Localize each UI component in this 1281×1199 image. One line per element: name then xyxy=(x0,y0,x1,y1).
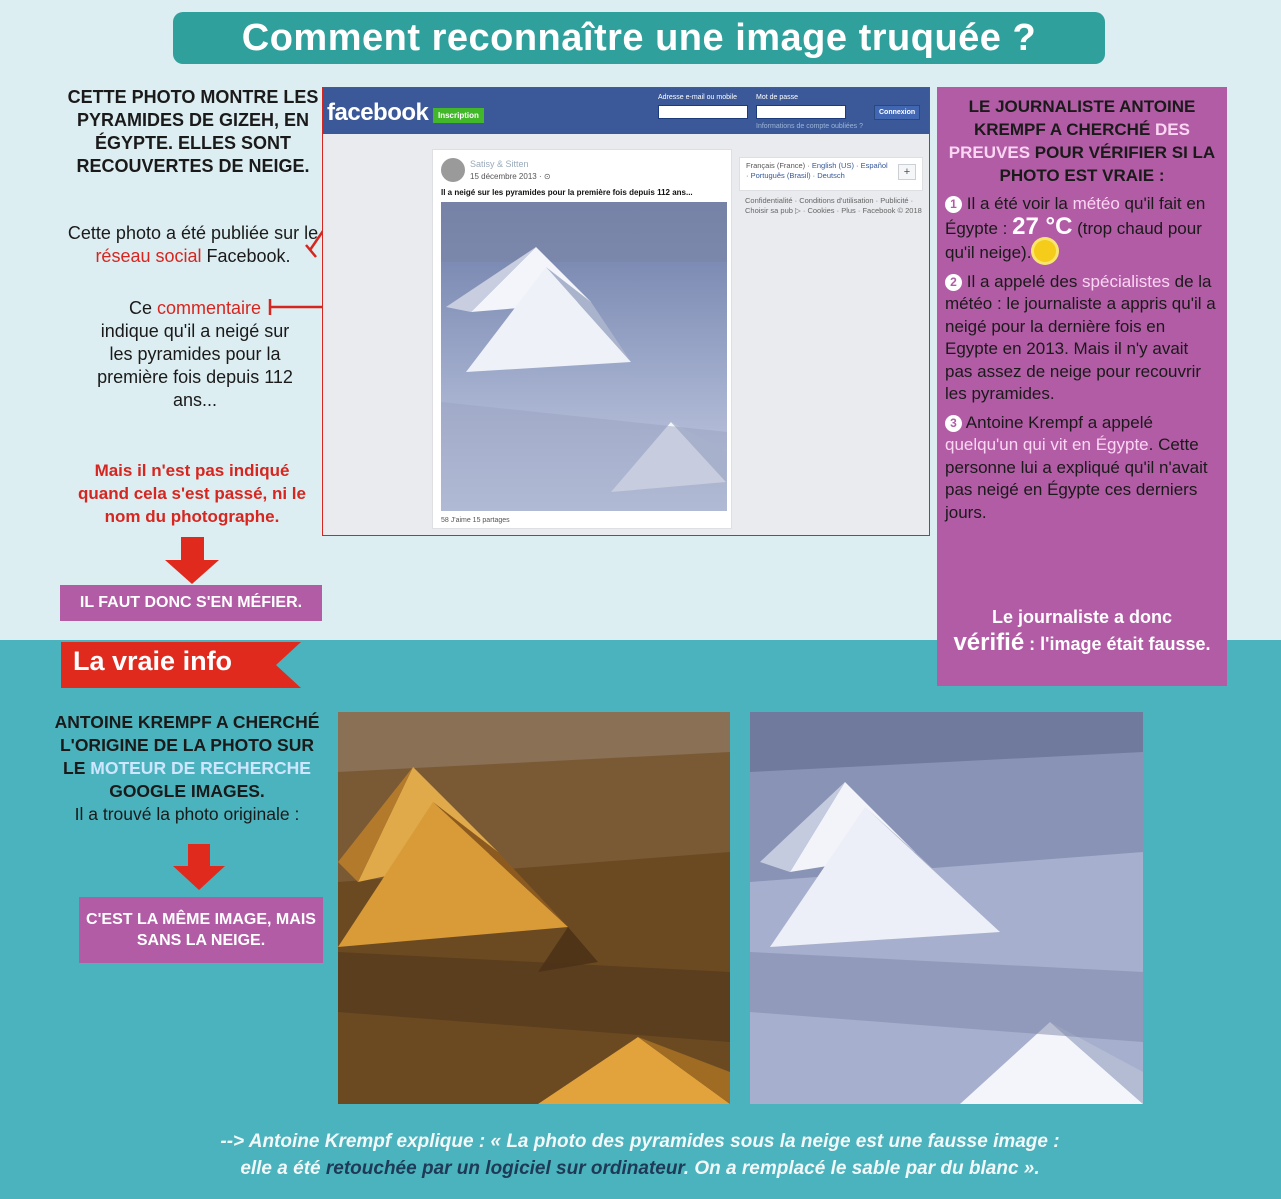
post-stats: 58 J'aime 15 partages xyxy=(441,517,510,524)
step-1-number: 1 xyxy=(945,196,962,213)
step-1-highlight: météo xyxy=(1072,194,1120,213)
comment-post: indique qu'il a neigé sur les pyramides pour la première fois depuis 112 ans... xyxy=(97,321,293,410)
avatar xyxy=(441,158,465,182)
step-2 xyxy=(945,271,1219,406)
search-pre: ANTOINE KREMPF A CHERCHÉ L'ORIGINE DE LA PHOTO SUR LE xyxy=(54,712,320,778)
panel-heading-pre: LE JOURNALISTE ANTOINE KREMPF A CHERCHÉ xyxy=(968,97,1196,139)
lang-current: Français (France) · xyxy=(746,161,812,170)
language-box xyxy=(739,157,923,191)
facebook-top-bar xyxy=(323,88,930,134)
original-pyramids-photo xyxy=(338,712,730,1104)
conclusion-line-1: Le journaliste a donc xyxy=(991,607,1173,627)
email-field[interactable] xyxy=(658,105,748,119)
published-highlight: réseau social xyxy=(95,246,202,266)
sun-icon xyxy=(1034,240,1056,262)
step-1 xyxy=(945,193,1219,265)
password-field[interactable] xyxy=(756,105,846,119)
forgot-account-link[interactable]: Informations de compte oubliées ? xyxy=(756,123,864,130)
quote-line-2a: elle a été xyxy=(240,1158,326,1179)
snowy-pyramids-photo xyxy=(750,712,1143,1104)
verification-panel xyxy=(937,87,1227,686)
facebook-signup-button[interactable]: Inscription xyxy=(433,108,484,123)
post-author[interactable]: Satisy & Sitten xyxy=(470,159,529,169)
search-post: GOOGLE IMAGES. xyxy=(109,781,265,801)
found-text: Il a trouvé la photo originale : xyxy=(74,804,300,824)
vraie-info-banner xyxy=(61,642,301,688)
lang-links-2[interactable]: · Português (Brasil) · Deutsch xyxy=(746,171,845,180)
comment-highlight: commentaire xyxy=(156,298,262,318)
facebook-logo: facebook xyxy=(327,99,429,126)
same-image-banner: C'EST LA MÊME IMAGE, MAIS SANS LA NEIGE. xyxy=(79,897,323,963)
quote-text xyxy=(150,1128,1130,1182)
warning-text: Mais il n'est pas indiqué quand cela s'est passé, ni le nom du photographe. xyxy=(78,461,306,526)
step-2-post: de la météo : le journaliste a appris qu'il a neigé pour la dernière fois en Egypte en 2013. Mais il n'y avait pas assez de neige pour recouvrir les pyramides. xyxy=(945,271,1216,403)
step-3-highlight: quelqu'un qui vit en Égypte xyxy=(945,435,1149,454)
step-3-pre: Antoine Krempf a appelé xyxy=(965,412,1153,432)
intro-text: CETTE PHOTO MONTRE LES PYRAMIDES DE GIZEH, EN ÉGYPTE. ELLES SONT RECOUVERTES DE NEIGE. xyxy=(67,87,319,176)
add-language-button[interactable]: + xyxy=(898,164,916,180)
step-3-number: 3 xyxy=(945,415,962,432)
conclusion-line-3: : l'image était fausse. xyxy=(1024,634,1211,654)
post-date: 15 décembre 2013 · ⊙ xyxy=(470,172,551,181)
lang-links[interactable]: English (US) · Español xyxy=(811,161,888,170)
quote-line-2c: . On a remplacé le sable par du blanc ». xyxy=(683,1158,1040,1179)
step-1-post: (trop chaud pour qu'il neige). xyxy=(945,218,1202,262)
step-3 xyxy=(945,412,1219,525)
step-1-mid: qu'il fait en Égypte : xyxy=(945,194,1206,238)
quote-highlight: retouchée par un logiciel sur ordinateur xyxy=(325,1158,684,1179)
facebook-screenshot xyxy=(322,87,930,536)
step-3-post: . Cette personne lui a expliqué qu'il n'avait pas neigé en Égypte ces derniers jours. xyxy=(945,435,1208,522)
search-text xyxy=(48,711,326,826)
login-button[interactable]: Connexion xyxy=(874,105,920,120)
down-arrow-1 xyxy=(165,537,219,584)
facebook-footer: Confidentialité · Conditions d'utilisation · Publicité · Choisir sa pub ▷ · Cookies · Plus · Facebook © 2018 xyxy=(745,196,922,215)
conclusion-verified: vérifié xyxy=(953,629,1025,656)
panel-heading-highlight: DES PREUVES xyxy=(948,120,1190,162)
password-label: Mot de passe xyxy=(756,94,799,101)
step-2-pre: Il a appelé des xyxy=(966,271,1083,291)
conclusion-text xyxy=(940,604,1224,657)
search-highlight: MOTEUR DE RECHERCHE xyxy=(90,758,311,778)
email-label: Adresse e-mail ou mobile xyxy=(658,94,737,101)
panel-heading-post: POUR VÉRIFIER SI LA PHOTO EST VRAIE : xyxy=(999,143,1216,185)
down-arrow-2 xyxy=(173,844,225,890)
comment-pre: Ce xyxy=(128,298,157,318)
post-text: Il a neigé sur les pyramides pour la première fois depuis 112 ans... xyxy=(441,188,693,197)
step-1-pre: Il a été voir la xyxy=(966,194,1073,213)
published-pre: Cette photo a été publiée sur le xyxy=(67,223,319,243)
vraie-info-label: La vraie info xyxy=(73,646,233,676)
step-2-highlight: spécialistes xyxy=(1082,271,1170,291)
step-2-number: 2 xyxy=(945,274,962,291)
page-title: Comment reconnaître une image truquée ? xyxy=(173,12,1105,64)
panel-heading xyxy=(945,95,1219,187)
snowy-pyramids-photo-small xyxy=(441,202,727,511)
published-post: Facebook. xyxy=(201,246,291,266)
distrust-banner: IL FAUT DONC S'EN MÉFIER. xyxy=(60,585,322,621)
facebook-post xyxy=(432,149,732,529)
temperature-value: 27 °C xyxy=(1012,212,1073,240)
quote-line-1: --> Antoine Krempf explique : « La photo des pyramides sous la neige est une fausse image : xyxy=(220,1131,1060,1152)
